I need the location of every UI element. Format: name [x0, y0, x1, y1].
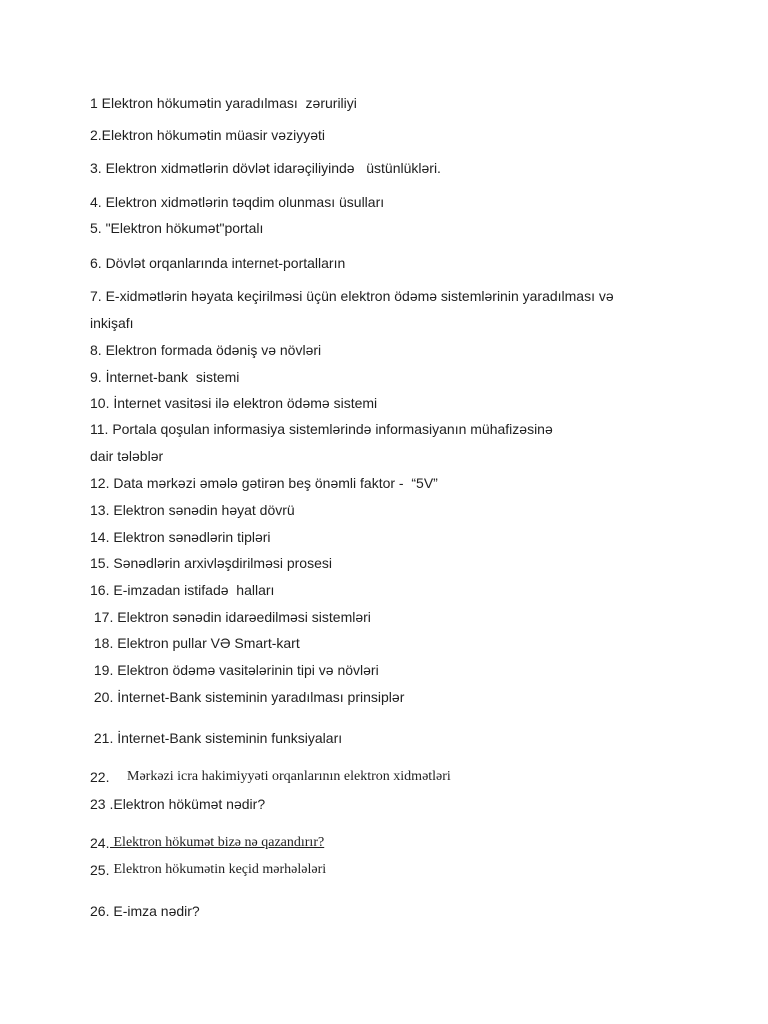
list-item-25-text: Elektron hökumətin keçid mərhələləri — [110, 862, 327, 877]
list-item-11: 11. Portala qoşulan informasiya sistemlərində informasiyanın mühafizəsinə — [90, 421, 553, 437]
list-item-19: 19. Elektron ödəmə vasitələrinin tipi və növləri — [90, 662, 379, 678]
list-item-11-continued: dair tələblər — [90, 448, 164, 464]
list-item-16: 16. E-imzadan istifadə halları — [90, 582, 275, 598]
list-item-3: 3. Elektron xidmətlərin dövlət idarəçiliyində üstünlükləri. — [90, 160, 441, 176]
list-item-7-continued: inkişafı — [90, 315, 134, 331]
list-item-23: 23 .Elektron hökümət nədir? — [90, 796, 266, 812]
list-item-25-number: 25. — [90, 862, 110, 878]
list-item-7: 7. E-xidmətlərin həyata keçirilməsi üçün elektron ödəmə sistemlərinin yaradılması və — [90, 288, 614, 304]
list-item-24-number: 24. — [90, 835, 110, 851]
list-item-13: 13. Elektron sənədin həyat dövrü — [90, 502, 295, 518]
list-item-20: 20. İnternet-Bank sisteminin yaradılması prinsiplər — [90, 689, 405, 705]
list-item-12: 12. Data mərkəzi əmələ gətirən beş önəmli faktor - “5V” — [90, 475, 438, 491]
list-item-22-number: 22. — [90, 769, 110, 785]
list-item-2: 2.Elektron hökumətin müasir vəziyyəti — [90, 127, 325, 143]
list-item-4: 4. Elektron xidmətlərin təqdim olunması üsulları — [90, 194, 385, 210]
list-item-6: 6. Dövlət orqanlarında internet-portalların — [90, 255, 346, 271]
list-item-22-text: Mərkəzi icra hakimiyyəti orqanlarının elektron xidmətləri — [127, 769, 451, 784]
list-item-9: 9. İnternet-bank sistemi — [90, 369, 240, 385]
list-item-14: 14. Elektron sənədlərin tipləri — [90, 529, 271, 545]
list-item-21: 21. İnternet-Bank sisteminin funksiyaları — [90, 730, 343, 746]
list-item-10: 10. İnternet vasitəsi ilə elektron ödəmə sistemi — [90, 395, 378, 411]
list-item-5: 5. "Elektron hökumət"portalı — [90, 220, 264, 236]
list-item-15: 15. Sənədlərin arxivləşdirilməsi prosesi — [90, 555, 332, 571]
list-item-8: 8. Elektron formada ödəniş və növləri — [90, 342, 322, 358]
list-item-18: 18. Elektron pullar VƏ Smart-kart — [90, 635, 300, 651]
list-item-26: 26. E-imza nədir? — [90, 903, 200, 919]
list-item-17: 17. Elektron sənədin idarəedilməsi sistemləri — [90, 609, 371, 625]
list-item-24-text: Elektron hökumət bizə nə qazandırır? — [110, 835, 325, 850]
list-item-1: 1 Elektron hökumətin yaradılması zəruriliyi — [90, 95, 357, 111]
